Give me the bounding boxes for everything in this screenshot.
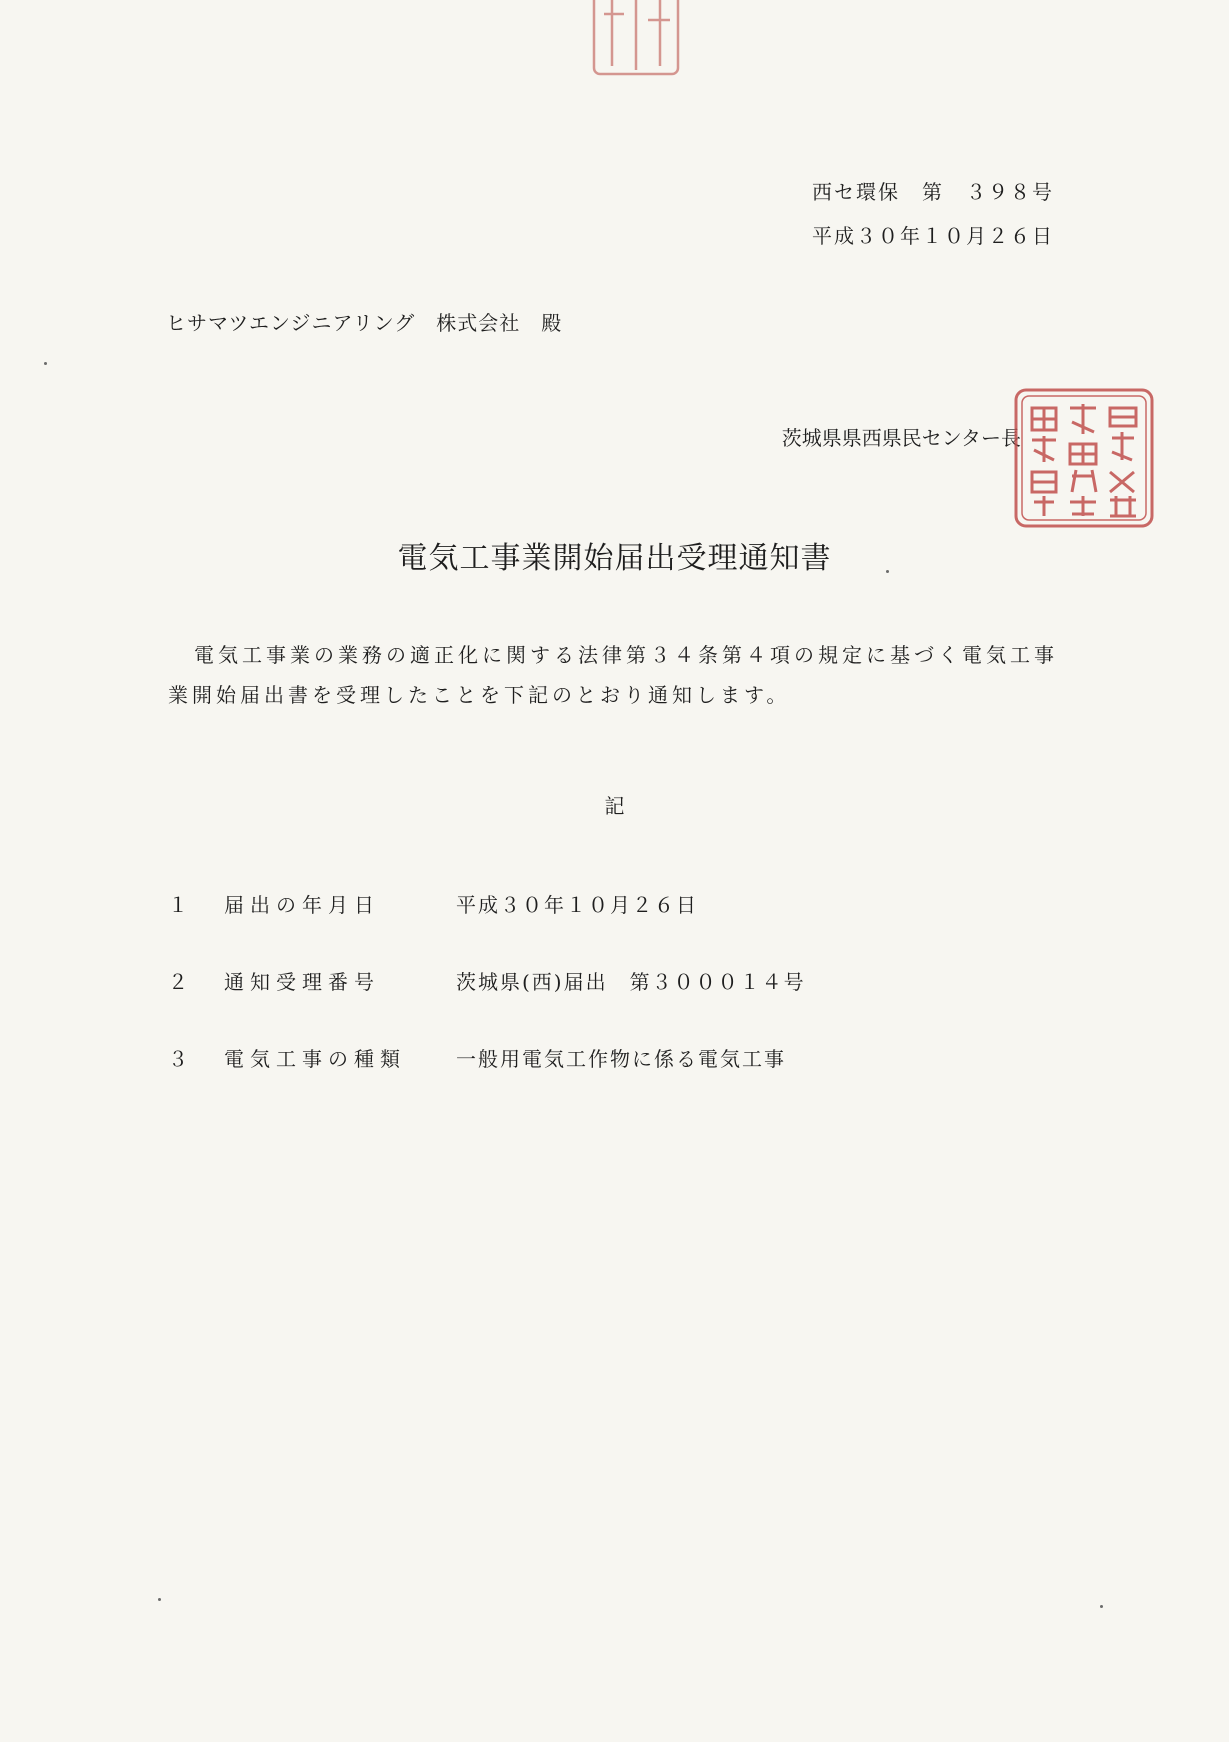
document-date: 平成３０年１０月２６日 (812, 224, 1054, 248)
item-value: 平成３０年１０月２６日 (456, 893, 698, 917)
scan-speck (158, 1598, 161, 1601)
body-line-2: 業開始届出書を受理したことを下記のとおり通知します。 (168, 683, 791, 707)
addressee: ヒサマツエンジニアリング 株式会社 殿 (166, 311, 563, 335)
item-number: ２ (168, 970, 188, 994)
document-number: 西セ環保 第 ３９８号 (812, 180, 1054, 204)
document-title: 電気工事業開始届出受理通知書 (397, 541, 832, 576)
item-label: 通知受理番号 (224, 970, 380, 994)
item-label: 届出の年月日 (224, 893, 380, 917)
scan-speck (1100, 1605, 1103, 1608)
scan-speck (44, 362, 47, 365)
item-number: １ (168, 893, 188, 917)
scan-speck (886, 570, 889, 573)
top-seal-fragment-icon (590, 0, 682, 78)
notice-body (168, 635, 1098, 715)
item-label: 電気工事の種類 (224, 1047, 406, 1071)
item-value: 茨城県(西)届出 第３０００１４号 (456, 970, 806, 994)
item-number: ３ (168, 1047, 188, 1071)
official-seal-icon (1012, 386, 1156, 530)
item-row (168, 889, 698, 918)
ki-heading: 記 (604, 794, 625, 818)
body-line-1: 電気工事業の業務の適正化に関する法律第３４条第４項の規定に基づく電気工事 (194, 643, 1058, 667)
issuer: 茨城県県西県民センター長 (781, 426, 1021, 450)
item-row (168, 966, 806, 995)
item-value: 一般用電気工作物に係る電気工事 (456, 1047, 786, 1071)
item-row (168, 1043, 786, 1072)
